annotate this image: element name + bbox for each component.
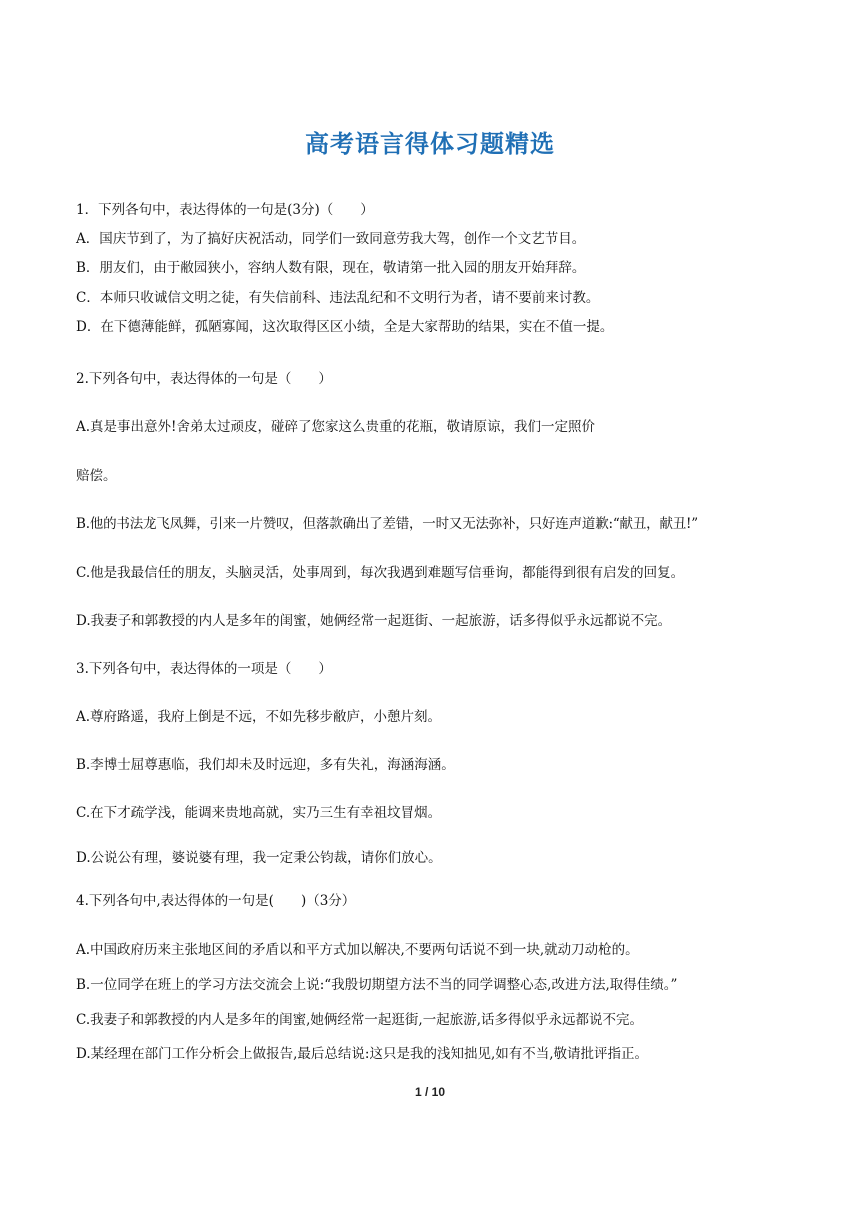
question-3-option-c: C.在下才疏学浅，能调来贵地高就，实乃三生有幸祖坟冒烟。 xyxy=(76,805,442,821)
question-2-option-a: A.真是事出意外!舍弟太过顽皮，碰碎了您家这么贵重的花瓶，敬请原谅，我们一定照价 xyxy=(76,419,595,435)
question-3-stem: 3.下列各句中，表达得体的一项是（ ） xyxy=(76,661,332,677)
question-4-stem: 4.下列各句中,表达得体的一句是( )（3分） xyxy=(76,893,356,909)
question-3-option-b: B.李博士屈尊惠临，我们却未及时远迎，多有失礼，海涵海涵。 xyxy=(76,757,455,773)
question-2-stem: 2.下列各句中，表达得体的一句是（ ） xyxy=(76,371,332,387)
question-1-option-c: C．本师只收诚信文明之徒，有失信前科、违法乱纪和不文明行为者，请不要前来讨教。 xyxy=(76,290,600,306)
question-3-option-d: D.公说公有理，婆说婆有理，我一定秉公钧裁，请你们放心。 xyxy=(76,850,442,866)
question-2-option-a-continued: 赔偿。 xyxy=(76,468,117,484)
question-3-option-a: A.尊府路遥，我府上倒是不远，不如先移步敝庐，小憩片刻。 xyxy=(76,709,442,725)
question-2-option-b: B.他的书法龙飞凤舞，引来一片赞叹，但落款确出了差错，一时又无法弥补，只好连声道歉:“献丑，献丑!” xyxy=(76,516,698,532)
question-1-option-d: D．在下德薄能鲜，孤陋寡闻，这次取得区区小绩，全是大家帮助的结果，实在不值一提。 xyxy=(76,319,614,335)
question-4-option-b: B.一位同学在班上的学习方法交流会上说:“我殷切期望方法不当的同学调整心态,改进方法,取得佳绩。” xyxy=(76,977,678,993)
question-2-option-d: D.我妻子和郭教授的内人是多年的闺蜜，她俩经常一起逛街、一起旅游，话多得似乎永远都说不完。 xyxy=(76,613,672,629)
question-1-stem: 1．下列各句中，表达得体的一句是(3分)（ ） xyxy=(76,202,374,218)
question-1-option-b: B．朋友们，由于敝园狭小，容纳人数有限，现在，敬请第一批入园的朋友开始拜辞。 xyxy=(76,260,586,276)
question-2-option-c: C.他是我最信任的朋友，头脑灵活，处事周到，每次我遇到难题写信垂询，都能得到很有启发的回复。 xyxy=(76,565,685,581)
question-4-option-d: D.某经理在部门工作分析会上做报告,最后总结说:这只是我的浅知拙见,如有不当,敬请批评指正。 xyxy=(76,1046,649,1062)
question-1-option-a: A．国庆节到了，为了搞好庆祝活动，同学们一致同意劳我大驾，创作一个文艺节目。 xyxy=(76,231,586,247)
page-title: 高考语言得体习题精选 xyxy=(305,130,555,158)
question-4-option-c: C.我妻子和郭教授的内人是多年的闺蜜,她俩经常一起逛街,一起旅游,话多得似乎永远都说不完。 xyxy=(76,1012,644,1028)
page-number: 1 / 10 xyxy=(414,1085,446,1099)
question-4-option-a: A.中国政府历来主张地区间的矛盾以和平方式加以解决,不要两句话说不到一块,就动刀动枪的。 xyxy=(76,942,639,958)
